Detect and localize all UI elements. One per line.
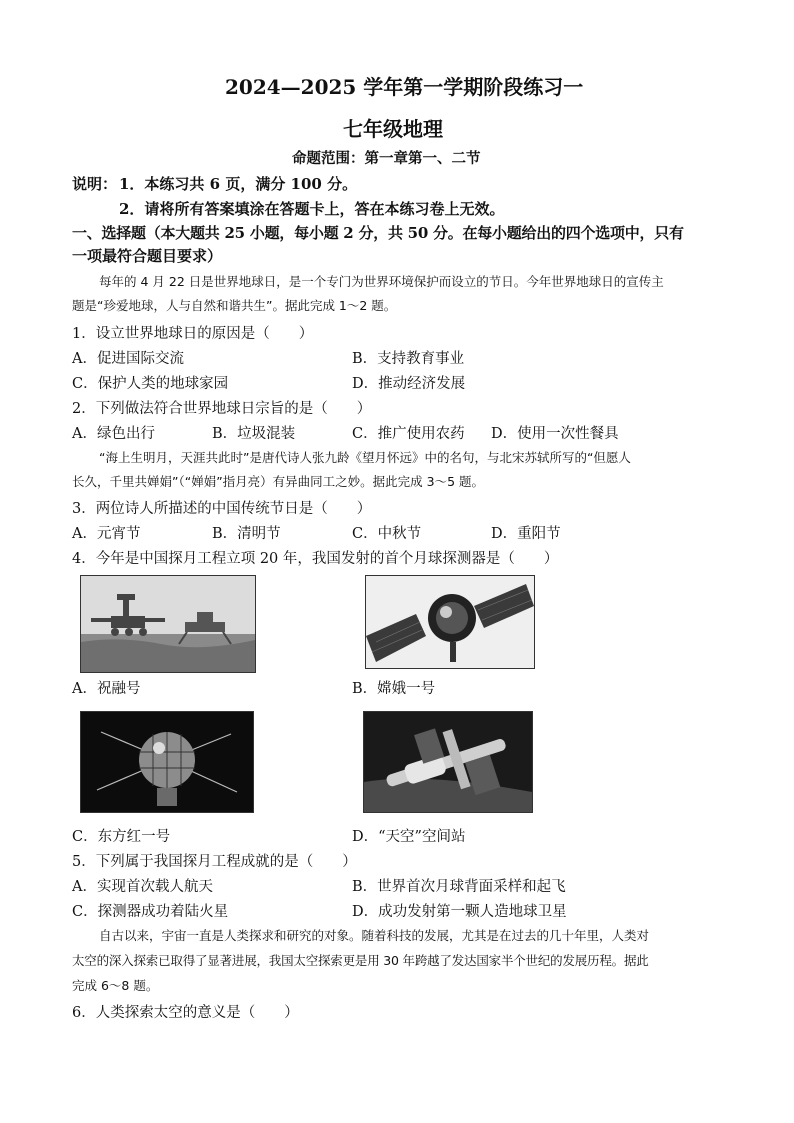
question-4-stem: 4．今年是中国探月工程立项 20 年，我国发射的首个月球探测器是（ ） <box>72 551 559 567</box>
exam-scope: 命题范围：第一章第一、二节 <box>292 150 481 167</box>
question-4-option-b: B．嫦娥一号 <box>352 681 436 697</box>
question-2-stem: 2．下列做法符合世界地球日宗旨的是（ ） <box>72 401 372 417</box>
material-2-line-2: 长久，千里共婵娟”（“婵娟”指月亮）有异曲同工之妙。据此完成 3～5 题。 <box>72 474 485 489</box>
question-5-stem: 5．下列属于我国探月工程成就的是（ ） <box>72 854 357 870</box>
question-1-stem: 1．设立世界地球日的原因是（ ） <box>72 326 314 342</box>
exam-title: 2024—2025 学年第一学期阶段练习一 <box>225 75 584 99</box>
question-1-option-c: C．保护人类的地球家园 <box>72 376 229 392</box>
question-2-option-d: D．使用一次性餐具 <box>491 426 619 442</box>
question-3-option-a: A．元宵节 <box>72 526 141 542</box>
instructions-label: 说明： <box>72 175 118 193</box>
question-2-option-c: C．推广使用农药 <box>352 426 465 442</box>
material-3-line-1: 自古以来，宇宙一直是人类探求和研究的对象。随着科技的发展，尤其是在过去的几十年里，人类对 <box>99 928 650 943</box>
question-3-option-c: C．中秋节 <box>352 526 422 542</box>
photo-tiangong-station <box>363 711 533 813</box>
question-5-option-b: B．世界首次月球背面采样和起飞 <box>352 879 566 895</box>
question-2-option-b: B．垃圾混装 <box>212 426 296 442</box>
material-1-line-2: 题是“珍爱地球，人与自然和谐共生”。据此完成 1～2 题。 <box>72 298 397 313</box>
question-4-option-d: D．“天空”空间站 <box>352 829 466 845</box>
photo-dongfanghong-1 <box>80 711 254 813</box>
material-2-line-1: “海上生明月，天涯共此时”是唐代诗人张九龄《望月怀远》中的名句，与北宋苏轼所写的“但愿人 <box>99 450 631 465</box>
question-5-option-c: C．探测器成功着陆火星 <box>72 904 229 920</box>
photo-zhurong-rover <box>80 575 256 673</box>
section-heading-line-2: 一项最符合题目要求） <box>72 247 223 265</box>
question-5-option-a: A．实现首次载人航天 <box>72 879 213 895</box>
question-3-stem: 3．两位诗人所描述的中国传统节日是（ ） <box>72 501 372 517</box>
instruction-line-2: 2．请将所有答案填涂在答题卡上，答在本练习卷上无效。 <box>119 200 505 218</box>
question-1-option-d: D．推动经济发展 <box>352 376 466 392</box>
material-3-line-3: 完成 6～8 题。 <box>72 978 159 993</box>
section-heading-line-1: 一、选择题（本大题共 25 小题，每小题 2 分，共 50 分。在每小题给出的四个选项中，只有 <box>72 224 684 242</box>
question-3-option-b: B．清明节 <box>212 526 281 542</box>
material-3-line-2: 太空的深入探索已取得了显著进展，我国太空探索更是用 30 年跨越了发达国家半个世纪的发展历程。据此 <box>72 953 649 968</box>
question-4-option-a: A．祝融号 <box>72 681 141 697</box>
question-1-option-b: B．支持教育事业 <box>352 351 465 367</box>
question-3-option-d: D．重阳节 <box>491 526 561 542</box>
photo-change-1 <box>365 575 535 669</box>
question-4-option-c: C．东方红一号 <box>72 829 171 845</box>
question-1-option-a: A．促进国际交流 <box>72 351 184 367</box>
exam-subtitle: 七年级地理 <box>343 117 443 141</box>
instruction-line-1: 1．本练习共 6 页，满分 100 分。 <box>119 175 358 193</box>
question-5-option-d: D．成功发射第一颗人造地球卫星 <box>352 904 567 920</box>
question-2-option-a: A．绿色出行 <box>72 426 155 442</box>
material-1-line-1: 每年的 4 月 22 日是世界地球日，是一个专门为世界环境保护而设立的节日。今年世界地球日的宣传主 <box>99 274 664 289</box>
question-6-stem: 6．人类探索太空的意义是（ ） <box>72 1005 299 1021</box>
